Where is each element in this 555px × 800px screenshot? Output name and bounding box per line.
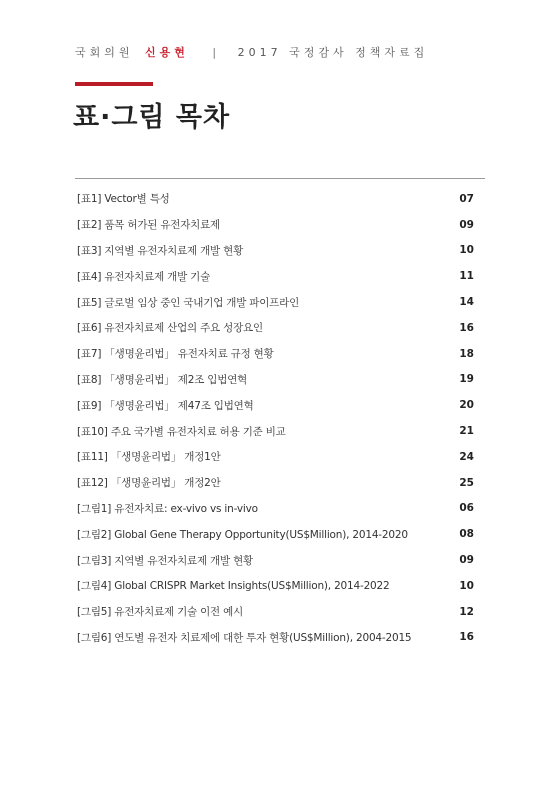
toc-entry[interactable] [77,341,474,367]
toc-entry[interactable] [77,367,474,393]
toc-entry[interactable] [77,212,474,238]
toc-entry-page: 10 [459,244,474,257]
toc-entry-page: 21 [459,425,474,438]
title-divider [75,178,485,179]
toc-entry-label: [그림6] 연도별 유전자 치료제에 대한 투자 현황(US$Million), 2004-2015 [77,631,412,644]
toc-entry[interactable] [77,289,474,315]
toc-entry[interactable] [77,392,474,418]
toc-entry-label: [표2] 품목 허가된 유전자치료제 [77,219,221,232]
title-accent-bar [75,82,153,86]
toc-entry[interactable] [77,573,474,599]
toc-entry-page: 16 [459,321,474,334]
toc-entry-label: [표4] 유전자치료제 개발 기술 [77,270,211,283]
toc-entry-page: 12 [459,605,474,618]
toc-entry-page: 09 [459,218,474,231]
page-title: 표·그림 목차 [73,102,231,133]
toc-list [77,186,474,650]
toc-entry[interactable] [77,238,474,264]
toc-entry-page: 19 [459,373,474,386]
toc-entry-label: [표1] Vector별 특성 [77,193,170,206]
header-separator: | [212,46,221,59]
toc-entry-label: [표5] 글로벌 임상 중인 국내기업 개발 파이프라인 [77,296,300,309]
toc-entry-label: [그림2] Global Gene Therapy Opportunity(US$Million), 2014-2020 [77,528,408,541]
toc-entry-page: 16 [459,631,474,644]
toc-entry-page: 11 [459,270,474,283]
toc-entry[interactable] [77,599,474,625]
toc-entry[interactable] [77,263,474,289]
header-report-title: 2017 국정감사 정책자료집 [237,46,429,59]
toc-entry-page: 24 [459,450,474,463]
toc-entry-page: 20 [459,399,474,412]
toc-entry-label: [표6] 유전자치료제 산업의 주요 성장요인 [77,322,263,335]
header-member-title: 국회의원 [75,46,134,59]
toc-entry-label: [표10] 주요 국가별 유전자치료 허용 기준 비교 [77,425,286,438]
toc-entry-page: 14 [459,296,474,309]
toc-entry[interactable] [77,470,474,496]
toc-entry-label: [표11] 「생명윤리법」 개정1안 [77,451,221,464]
toc-entry-label: [표8] 「생명윤리법」 제2조 입법연혁 [77,373,248,386]
toc-entry-label: [그림5] 유전자치료제 기술 이전 예시 [77,606,244,619]
toc-entry[interactable] [77,496,474,522]
toc-entry-page: 08 [459,528,474,541]
toc-entry[interactable] [77,547,474,573]
toc-entry-label: [그림3] 지역별 유전자치료제 개발 현황 [77,554,253,567]
toc-entry-label: [표3] 지역별 유전자치료제 개발 현황 [77,244,244,257]
toc-entry-page: 09 [459,554,474,567]
toc-entry-page: 18 [459,347,474,360]
running-header [75,44,428,60]
toc-entry-label: [표12] 「생명윤리법」 개정2안 [77,477,221,490]
toc-entry-page: 25 [459,476,474,489]
toc-entry-page: 07 [459,192,474,205]
toc-entry[interactable] [77,186,474,212]
toc-entry[interactable] [77,625,474,651]
toc-entry-label: [그림1] 유전자치료: ex-vivo vs in-vivo [77,502,258,515]
toc-entry[interactable] [77,521,474,547]
toc-entry-label: [표7] 「생명윤리법」 유전자치료 규정 현황 [77,348,274,361]
toc-entry-label: [표9] 「생명윤리법」 제47조 입법연혁 [77,399,254,412]
toc-entry-page: 06 [459,502,474,515]
toc-entry-page: 10 [459,579,474,592]
toc-entry-label: [그림4] Global CRISPR Market Insights(US$Million), 2014-2022 [77,580,390,593]
header-member-name: 신용현 [145,46,189,59]
toc-entry[interactable] [77,418,474,444]
toc-entry[interactable] [77,315,474,341]
toc-entry[interactable] [77,444,474,470]
